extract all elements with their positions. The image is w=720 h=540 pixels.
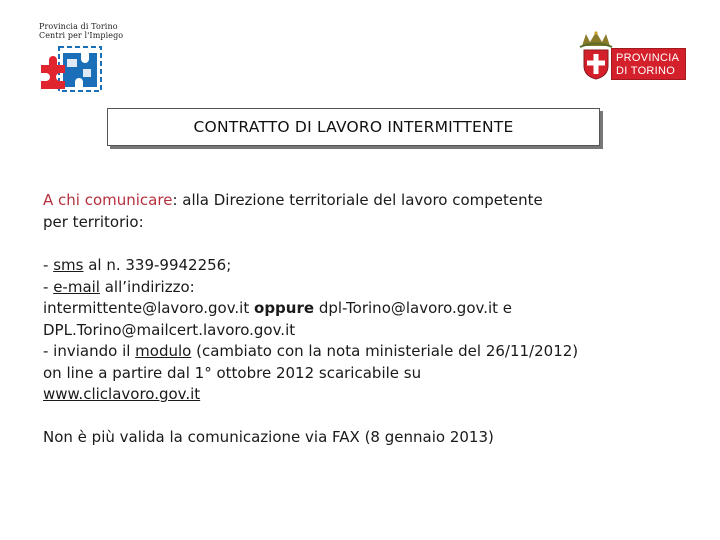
modulo-link[interactable]: modulo	[135, 342, 192, 360]
org-header-left	[39, 22, 123, 40]
email-text: all’indirizzo:	[99, 277, 195, 296]
online-text: on line a partire dal 1° ottobre 2012 scaricabile su	[43, 363, 422, 382]
provincia-crest-icon	[582, 48, 610, 80]
intro-line1	[43, 190, 543, 212]
email-link[interactable]: e-mail	[53, 277, 100, 296]
page-title: CONTRATTO DI LAVORO INTERMITTENTE	[193, 118, 514, 136]
sms-number: al n. 339-9942256;	[83, 256, 232, 274]
intro-text1: : alla Direzione territoriale del lavoro competente	[172, 191, 543, 209]
intro-paragraph	[43, 190, 543, 233]
list-prefix: -	[43, 277, 54, 296]
title-box	[107, 108, 600, 146]
modulo-prefix: - inviando il	[43, 342, 136, 360]
crown-icon	[578, 30, 614, 50]
intro-line2: per territorio:	[43, 212, 144, 231]
email-addresses-line	[43, 298, 578, 320]
modulo-text: (cambiato con la nota ministeriale del 26/11/2012)	[191, 342, 579, 360]
provincia-logo-text	[611, 48, 686, 80]
intro-label: A chi comunicare	[43, 191, 173, 209]
list-prefix: -	[43, 256, 54, 274]
email-address-1: intermittente@lavoro.gov.it	[43, 299, 255, 317]
email-address-2: dpl-Torino@lavoro.gov.it e	[314, 299, 513, 317]
provincia-logo-line2: DI TORINO	[616, 65, 676, 77]
fax-note: Non è più valida la comunicazione via FAX (8 gennaio 2013)	[43, 428, 494, 446]
list-item-sms	[43, 255, 578, 277]
oppure-text: oppure	[254, 299, 315, 317]
cliclavoro-line	[43, 384, 578, 406]
contact-methods	[43, 255, 578, 406]
provincia-logo	[578, 30, 688, 82]
sms-link[interactable]: sms	[53, 256, 84, 274]
puzzle-logo-icon	[37, 45, 103, 95]
list-item-modulo	[43, 341, 578, 363]
pec-address: DPL.Torino@mailcert.lavoro.gov.it	[43, 320, 296, 339]
provincia-logo-line1: PROVINCIA	[616, 52, 680, 64]
list-item-email	[43, 277, 578, 299]
cliclavoro-link[interactable]: www.cliclavoro.gov.it	[43, 385, 201, 403]
org-name-line1: Provincia di Torino	[39, 22, 118, 31]
org-name-line2: Centri per l'Impiego	[39, 31, 124, 40]
